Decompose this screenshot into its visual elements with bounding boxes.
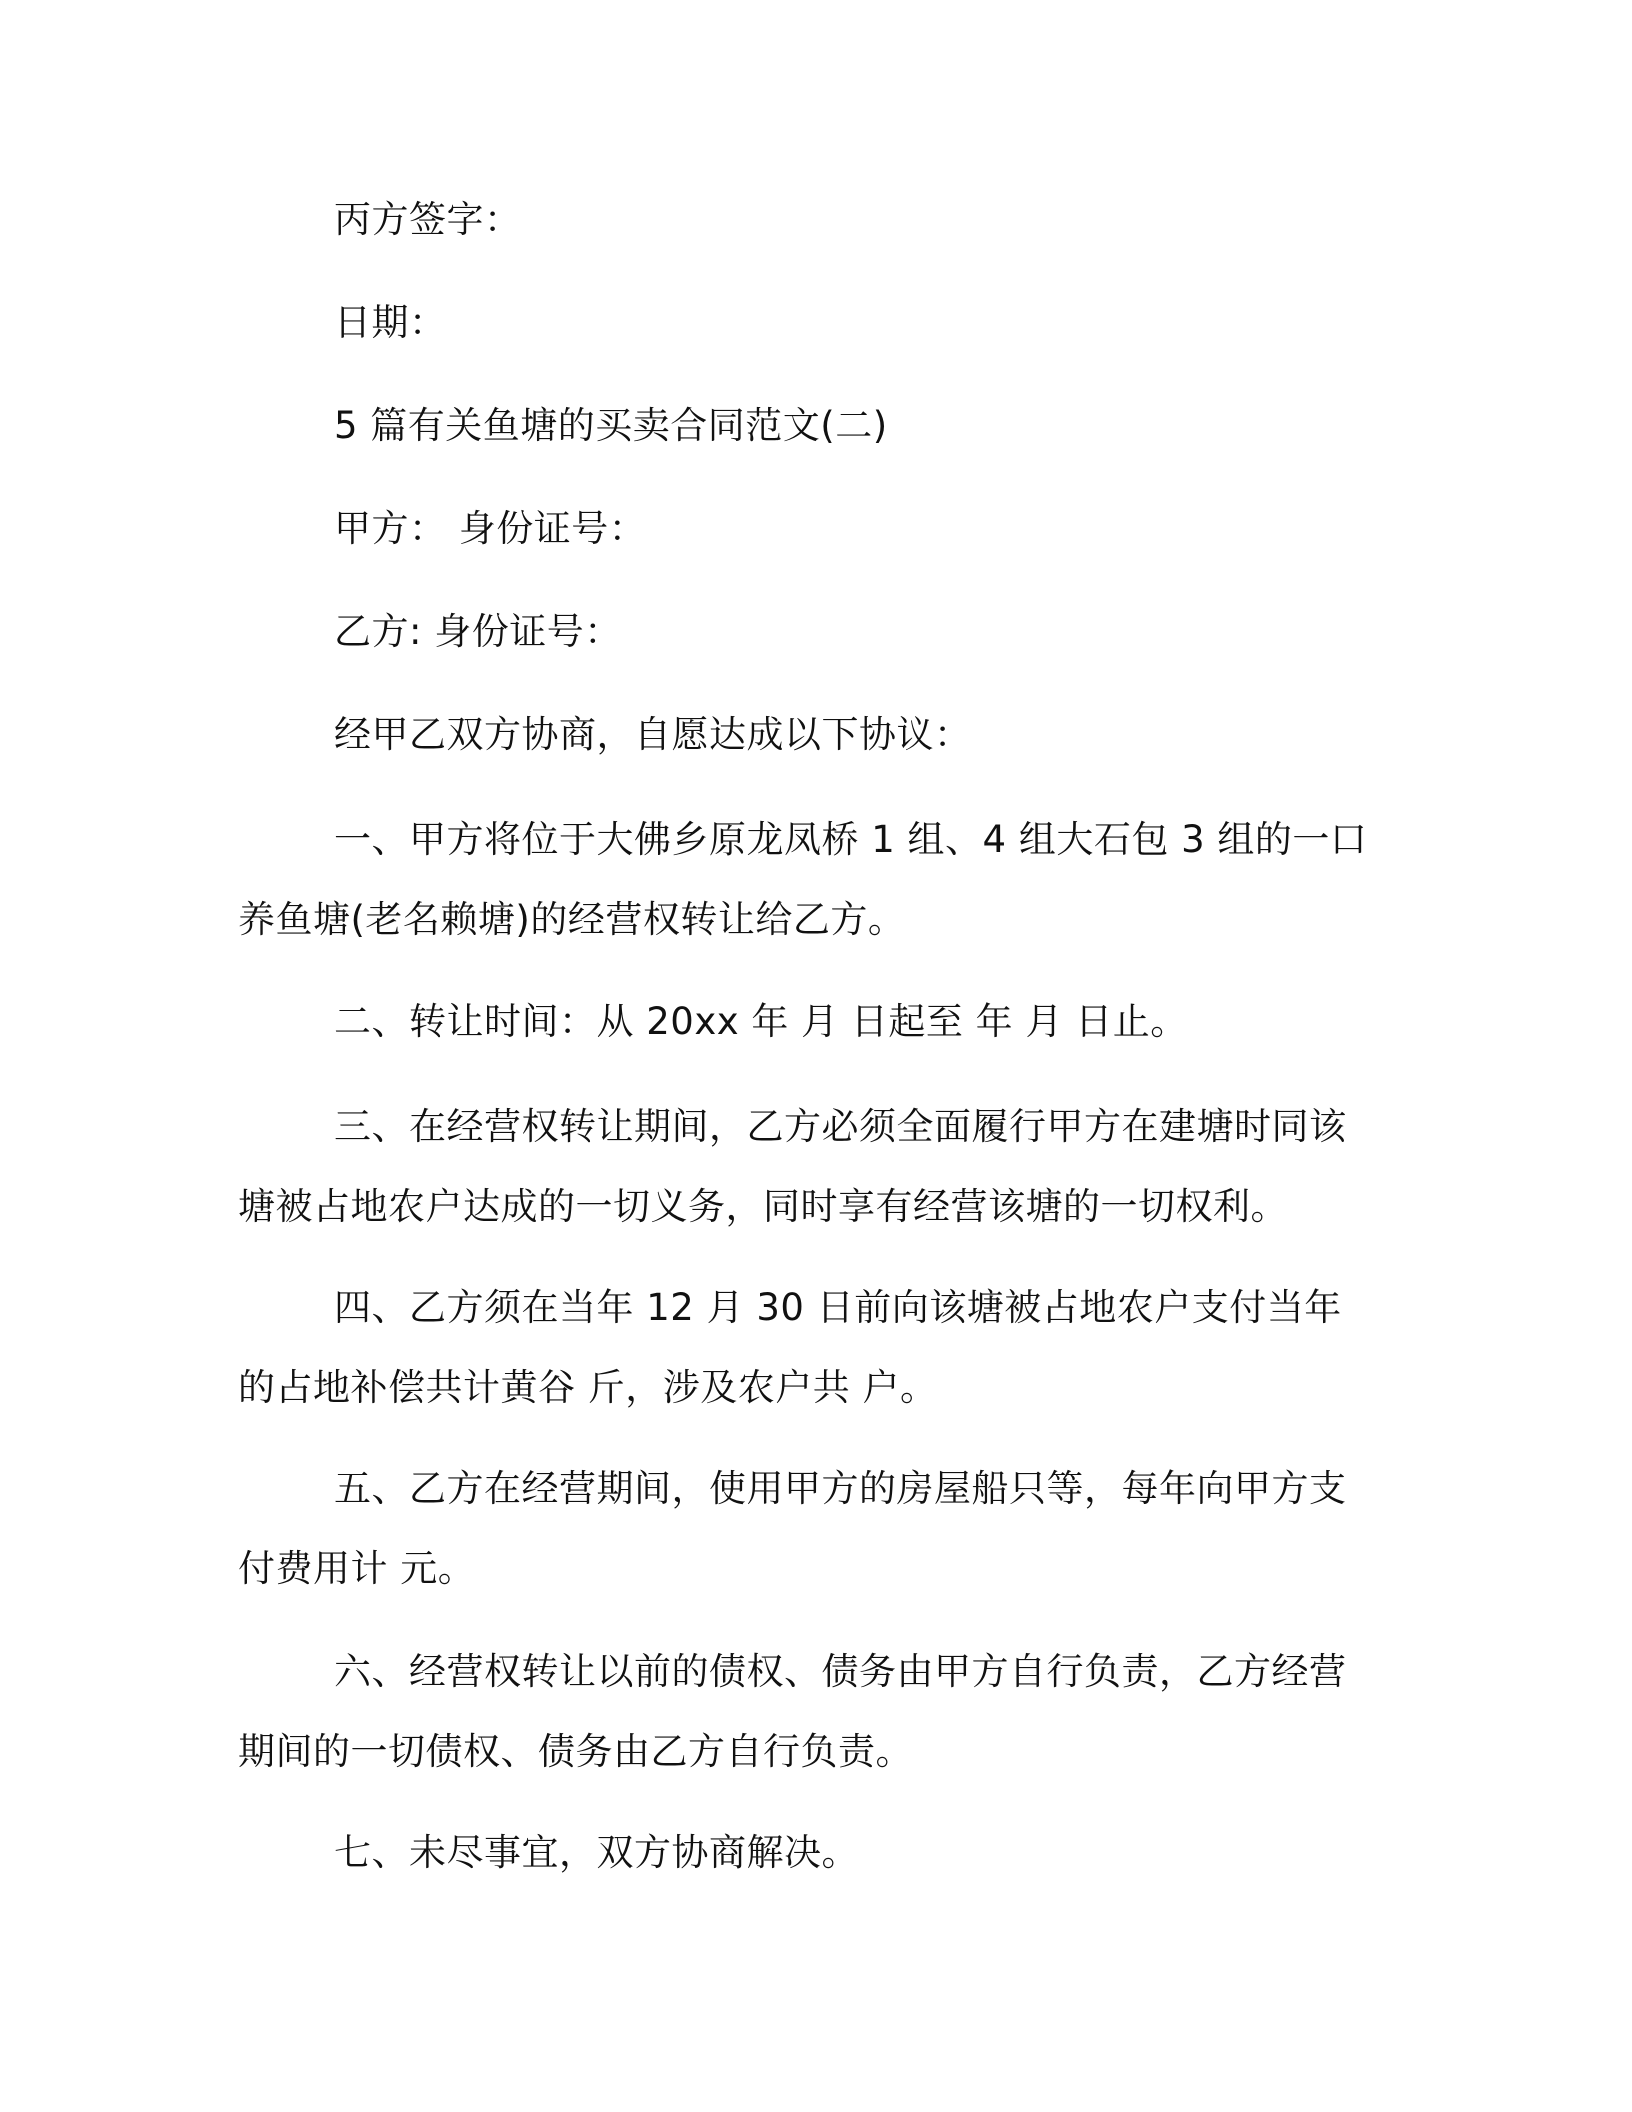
party-c-signature-line: 丙方签字： xyxy=(334,198,522,241)
clause-1: 一、甲方将位于大佛乡原龙凤桥 1 组、4 组大石包 3 组的一口养鱼塘(老名赖塘)的经营权转让给乙方。 xyxy=(238,818,1368,941)
agreement-intro: 经甲乙双方协商，自愿达成以下协议： xyxy=(334,713,972,756)
clause-3: 三、在经营权转让期间，乙方必须全面履行甲方在建塘时同该塘被占地农户达成的一切义务，同时享有经营该塘的一切权利。 xyxy=(238,1105,1347,1228)
clause-5: 五、乙方在经营期间，使用甲方的房屋船只等，每年向甲方支付费用计 元。 xyxy=(238,1467,1347,1590)
party-a-line: 甲方： 身份证号： xyxy=(334,507,647,550)
clause-2: 二、转让时间：从 20xx 年 月 日起至 年 月 日止。 xyxy=(334,1000,1188,1043)
document-title: 5 篇有关鱼塘的买卖合同范文(二) xyxy=(334,404,888,447)
clause-7: 七、未尽事宜，双方协商解决。 xyxy=(334,1831,859,1874)
party-b-line: 乙方: 身份证号： xyxy=(334,610,622,653)
clause-4: 四、乙方须在当年 12 月 30 日前向该塘被占地农户支付当年的占地补偿共计黄谷 斤，涉及农户共 户。 xyxy=(238,1286,1342,1409)
date-line: 日期： xyxy=(334,301,447,344)
clause-6: 六、经营权转让以前的债权、债务由甲方自行负责，乙方经营期间的一切债权、债务由乙方自行负责。 xyxy=(238,1650,1347,1773)
